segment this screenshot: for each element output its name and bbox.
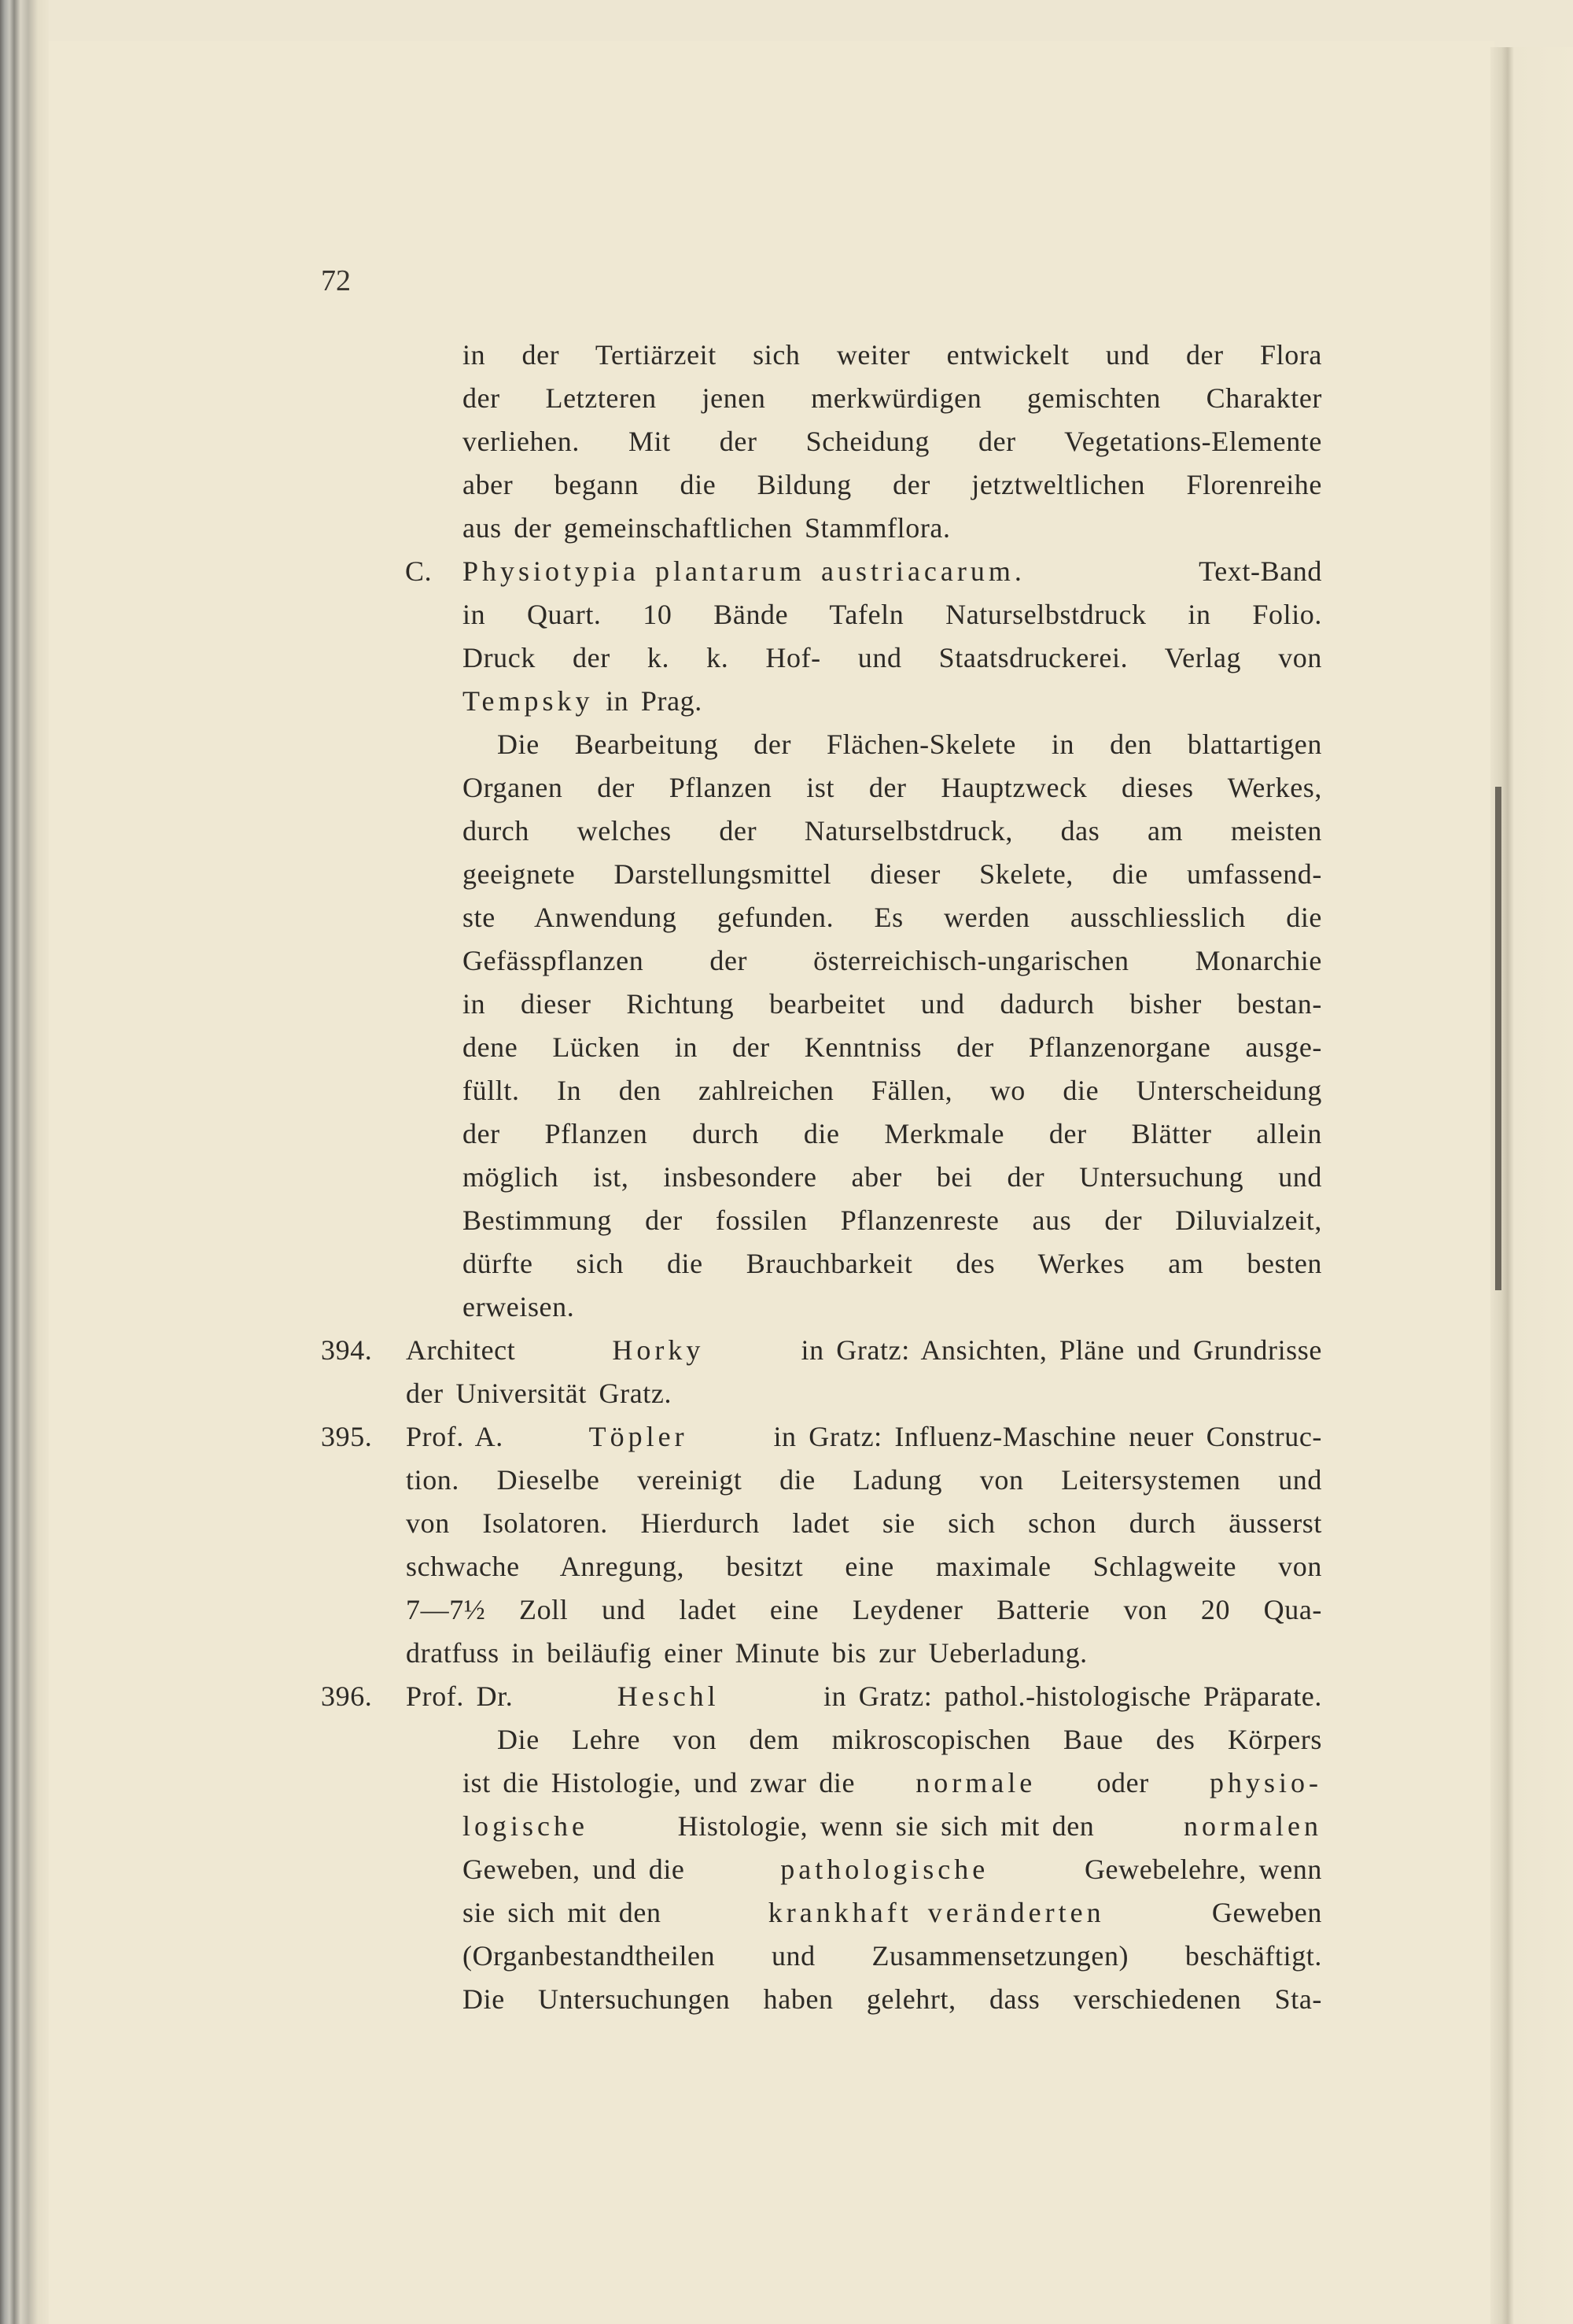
entry-label: C. xyxy=(405,555,433,587)
text-line: geeignete Darstellungsmittel dieser Skelete, die umfassend- xyxy=(462,858,1322,890)
person-name: Töpler xyxy=(588,1421,688,1452)
text-line xyxy=(462,1853,1322,1886)
text-line: verliehen. Mit der Scheidung der Vegetations-Elemente xyxy=(462,426,1322,457)
work-title: Physiotypia plantarum austriacarum. xyxy=(462,555,1026,587)
person-name: Heschl xyxy=(617,1680,720,1712)
text-fragment: Architect xyxy=(406,1334,516,1366)
text-fragment: ist die Histologie, und zwar die xyxy=(462,1767,856,1798)
text-fragment: in Gratz: Ansichten, Pläne und Grundrisse xyxy=(801,1334,1322,1366)
entry-396-heading xyxy=(406,1680,1322,1713)
emphasis-term: krankhaft veränderten xyxy=(768,1897,1105,1928)
text-line: dene Lücken in der Kenntniss der Pflanzenorgane ausge- xyxy=(462,1031,1322,1063)
text-fragment: in Prag. xyxy=(606,685,702,717)
emphasis-term: logische xyxy=(462,1810,588,1842)
entry-394-heading xyxy=(406,1334,1322,1367)
text-line: 7—7½ Zoll und ladet eine Leydener Batterie von 20 Qua- xyxy=(406,1594,1322,1625)
text-fragment: oder xyxy=(1096,1767,1149,1798)
text-line: in Quart. 10 Bände Tafeln Naturselbstdruck in Folio. xyxy=(462,599,1322,630)
text-fragment: Prof. Dr. xyxy=(406,1680,514,1712)
text-fragment: in Gratz: pathol.-histologische Präparate. xyxy=(823,1680,1322,1712)
text-fragment: Geweben, und die xyxy=(462,1854,685,1885)
emphasis-term: normale xyxy=(915,1767,1037,1798)
text-fragment: in Gratz: Influenz-Maschine neuer Construc- xyxy=(773,1421,1322,1452)
text-line xyxy=(462,1766,1322,1799)
emphasis-term: physio- xyxy=(1209,1767,1322,1798)
emphasis-term: normalen xyxy=(1184,1810,1322,1842)
text-line: Organen der Pflanzen ist der Hauptzweck dieses Werkes, xyxy=(462,772,1322,803)
text-line: (Organbestandtheilen und Zusammensetzungen) beschäftigt. xyxy=(462,1940,1322,1972)
entry-c-heading xyxy=(462,555,1322,588)
text-line: der Universität Gratz. xyxy=(406,1378,672,1409)
text-fragment: Text-Band xyxy=(1199,555,1322,587)
text-line: Die Untersuchungen haben gelehrt, dass verschiedenen Sta- xyxy=(462,1983,1322,2015)
entry-395-heading xyxy=(406,1420,1322,1453)
book-edge-left xyxy=(0,0,49,2324)
text-line: Bestimmung der fossilen Pflanzenreste aus der Diluvialzeit, xyxy=(462,1204,1322,1236)
text-line: der Pflanzen durch die Merkmale der Blätter allein xyxy=(462,1118,1322,1149)
text-line: in dieser Richtung bearbeitet und dadurch bisher bestan- xyxy=(462,988,1322,1020)
text-line: von Isolatoren. Hierdurch ladet sie sich schon durch äusserst xyxy=(406,1507,1322,1539)
text-line: dürfte sich die Brauchbarkeit des Werkes am besten xyxy=(462,1248,1322,1279)
text-line: schwache Anregung, besitzt eine maximale Schlagweite von xyxy=(406,1551,1322,1582)
entry-number: 395. xyxy=(321,1421,373,1452)
publisher-name: Tempsky xyxy=(462,685,594,717)
text-line: erweisen. xyxy=(462,1291,575,1322)
text-line: füllt. In den zahlreichen Fällen, wo die Unterscheidung xyxy=(462,1075,1322,1106)
text-fragment: Histologie, wenn sie sich mit den xyxy=(677,1810,1095,1842)
text-line: Gefässpflanzen der österreichisch-ungarischen Monarchie xyxy=(462,945,1322,976)
text-fragment: sie sich mit den xyxy=(462,1897,661,1928)
text-line: ste Anwendung gefunden. Es werden ausschliesslich die xyxy=(462,902,1322,933)
text-line: aber begann die Bildung der jetztweltlichen Florenreihe xyxy=(462,469,1322,500)
text-fragment: Geweben xyxy=(1211,1897,1322,1928)
text-line: durch welches der Naturselbstdruck, das am meisten xyxy=(462,815,1322,847)
person-name: Horky xyxy=(612,1334,705,1366)
text-line: Die Bearbeitung der Flächen-Skelete in den blattartigen xyxy=(497,729,1322,760)
text-fragment: Prof. A. xyxy=(406,1421,503,1452)
text-line: in der Tertiärzeit sich weiter entwickelt und der Flora xyxy=(462,339,1322,371)
text-fragment: Gewebelehre, wenn xyxy=(1084,1854,1322,1885)
text-line: der Letzteren jenen merkwürdigen gemischten Charakter xyxy=(462,382,1322,414)
text-line: möglich ist, insbesondere aber bei der Untersuchung und xyxy=(462,1161,1322,1193)
text-line: dratfuss in beiläufig einer Minute bis zur Ueberladung. xyxy=(406,1637,1088,1669)
text-line xyxy=(462,1896,1322,1929)
entry-number: 394. xyxy=(321,1334,373,1366)
text-line xyxy=(462,1809,1322,1843)
text-line: tion. Dieselbe vereinigt die Ladung von Leitersystemen und xyxy=(406,1464,1322,1496)
page-number: 72 xyxy=(321,264,351,297)
emphasis-term: pathologische xyxy=(780,1854,989,1885)
entry-number: 396. xyxy=(321,1680,373,1712)
text-line: Druck der k. k. Hof- und Staatsdruckerei. Verlag von xyxy=(462,642,1322,673)
page-edge-mark xyxy=(1495,787,1501,1290)
text-line: Die Lehre von dem mikroscopischen Baue des Körpers xyxy=(497,1724,1322,1755)
text-line xyxy=(462,684,702,717)
text-line: aus der gemeinschaftlichen Stammflora. xyxy=(462,512,951,544)
book-edge-right xyxy=(1490,47,1573,2324)
